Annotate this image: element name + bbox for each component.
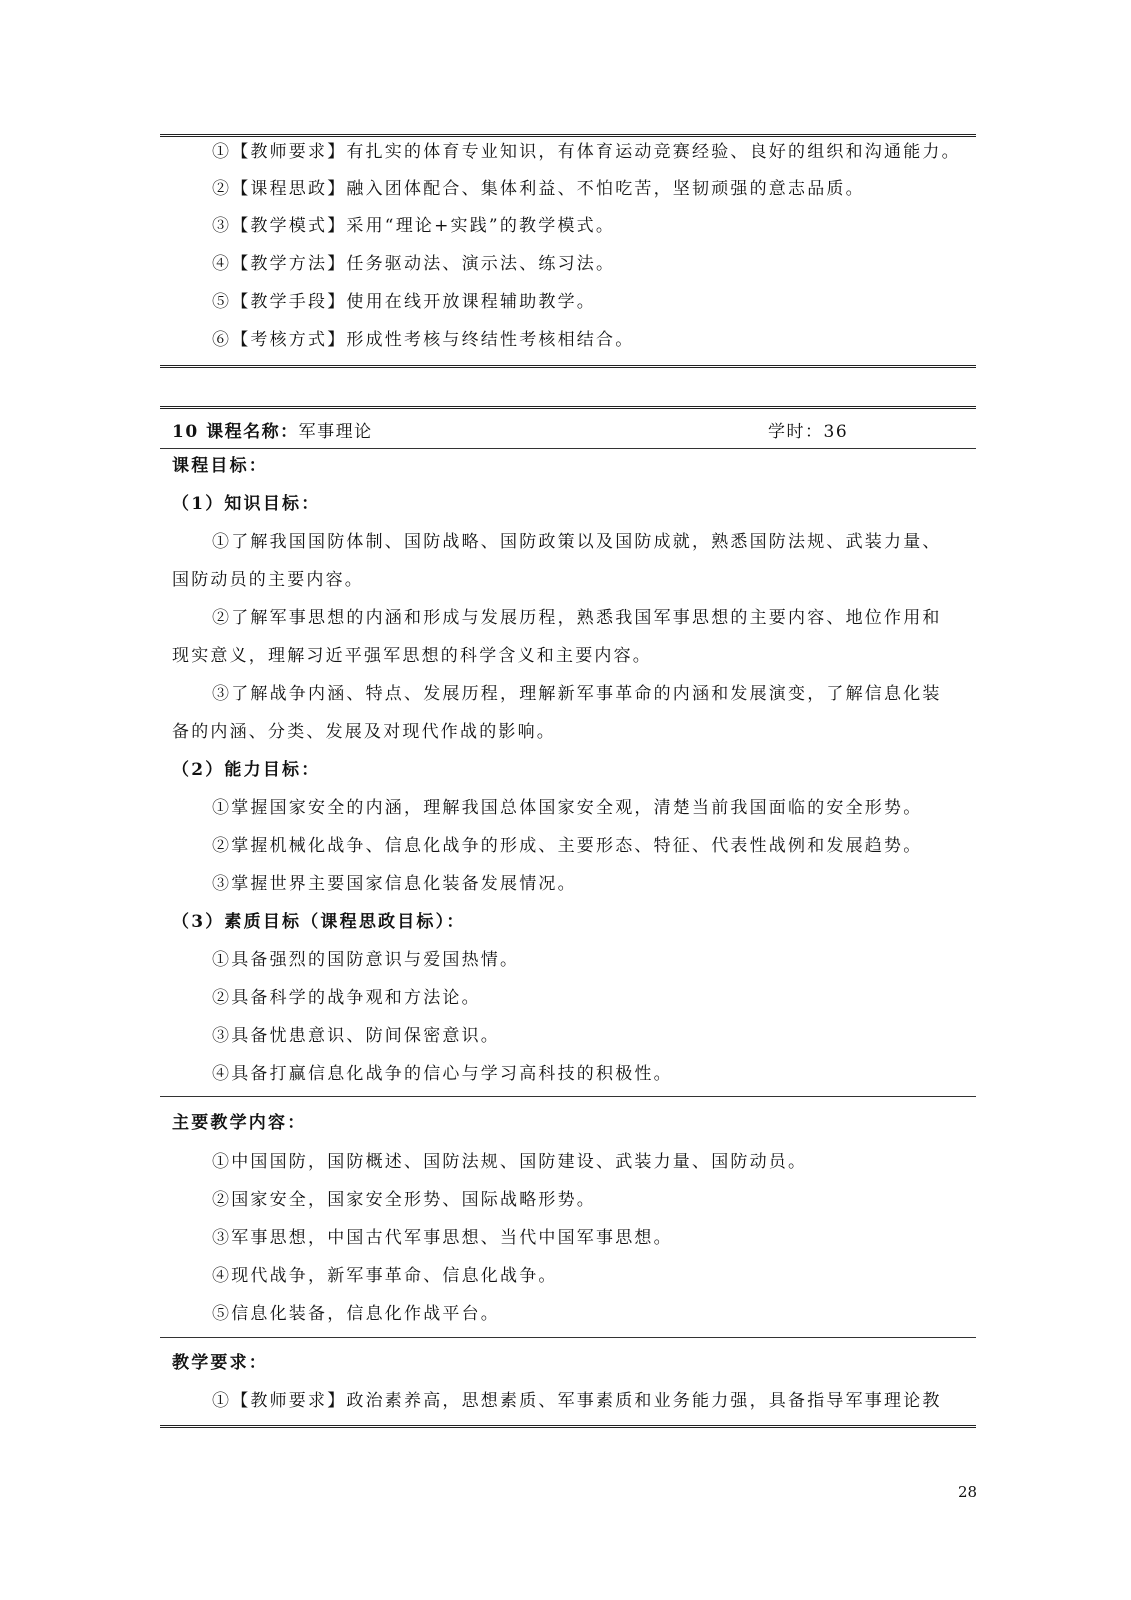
page-number: 28 bbox=[958, 1483, 978, 1501]
knowledge-line-3: ②了解军事思想的内涵和形成与发展历程，熟悉我国军事思想的主要内容、地位作用和 bbox=[212, 608, 942, 628]
objectives-heading: 课程目标： bbox=[172, 456, 268, 476]
top-line-1: ①【教师要求】有扎实的体育专业知识，有体育运动竞赛经验、良好的组织和沟通能力。 bbox=[212, 142, 961, 162]
course-header bbox=[172, 420, 373, 444]
quality-heading: （3）素质目标（课程思政目标）： bbox=[172, 912, 466, 932]
content-divider bbox=[160, 1096, 976, 1097]
quality-line-1: ①具备强烈的国防意识与爱国热情。 bbox=[212, 950, 520, 970]
quality-line-4: ④具备打赢信息化战争的信心与学习高科技的积极性。 bbox=[212, 1064, 673, 1084]
ability-line-1: ①掌握国家安全的内涵，理解我国总体国家安全观，清楚当前我国面临的安全形势。 bbox=[212, 798, 923, 818]
content-line-4: ④现代战争，新军事革命、信息化战争。 bbox=[212, 1266, 558, 1286]
knowledge-line-1: ①了解我国国防体制、国防战略、国防政策以及国防成就，熟悉国防法规、武装力量、 bbox=[212, 532, 942, 552]
content-line-3: ③军事思想，中国古代军事思想、当代中国军事思想。 bbox=[212, 1228, 673, 1248]
quality-line-3: ③具备忧患意识、防间保密意识。 bbox=[212, 1026, 500, 1046]
top-line-2: ②【课程思政】融入团体配合、集体利益、不怕吃苦，坚韧顽强的意志品质。 bbox=[212, 179, 865, 199]
ability-heading: （2）能力目标： bbox=[172, 760, 321, 780]
requirements-line-1: ①【教师要求】政治素养高，思想素质、军事素质和业务能力强，具备指导军事理论教 bbox=[212, 1391, 942, 1411]
ability-line-2: ②掌握机械化战争、信息化战争的形成、主要形态、特征、代表性战例和发展趋势。 bbox=[212, 836, 923, 856]
course-table-top-rule bbox=[160, 406, 976, 409]
top-line-5: ⑤【教学手段】使用在线开放课程辅助教学。 bbox=[212, 292, 596, 312]
header-divider bbox=[160, 448, 976, 449]
knowledge-line-2: 国防动员的主要内容。 bbox=[172, 570, 364, 590]
requirements-heading: 教学要求： bbox=[172, 1353, 268, 1373]
top-line-6: ⑥【考核方式】形成性考核与终结性考核相结合。 bbox=[212, 330, 635, 350]
course-hours: 学时：36 bbox=[768, 422, 849, 442]
table-bottom-rule bbox=[160, 365, 976, 368]
table-top-rule bbox=[160, 134, 976, 137]
quality-line-2: ②具备科学的战争观和方法论。 bbox=[212, 988, 481, 1008]
content-line-1: ①中国国防，国防概述、国防法规、国防建设、武装力量、国防动员。 bbox=[212, 1152, 808, 1172]
course-table-bottom-rule bbox=[160, 1425, 976, 1428]
content-line-5: ⑤信息化装备，信息化作战平台。 bbox=[212, 1304, 500, 1324]
knowledge-heading: （1）知识目标： bbox=[172, 494, 321, 514]
knowledge-line-6: 备的内涵、分类、发展及对现代作战的影响。 bbox=[172, 722, 556, 742]
knowledge-line-4: 现实意义，理解习近平强军思想的科学含义和主要内容。 bbox=[172, 646, 652, 666]
content-heading: 主要教学内容： bbox=[172, 1113, 307, 1133]
content-line-2: ②国家安全，国家安全形势、国际战略形势。 bbox=[212, 1190, 596, 1210]
knowledge-line-5: ③了解战争内涵、特点、发展历程，理解新军事革命的内涵和发展演变，了解信息化装 bbox=[212, 684, 942, 704]
course-name: 军事理论 bbox=[298, 422, 373, 442]
ability-line-3: ③掌握世界主要国家信息化装备发展情况。 bbox=[212, 874, 577, 894]
requirements-divider bbox=[160, 1337, 976, 1338]
top-line-4: ④【教学方法】任务驱动法、演示法、练习法。 bbox=[212, 254, 616, 274]
top-line-3: ③【教学模式】采用“理论+实践”的教学模式。 bbox=[212, 216, 616, 236]
course-number-label: 10 课程名称： bbox=[172, 422, 299, 442]
